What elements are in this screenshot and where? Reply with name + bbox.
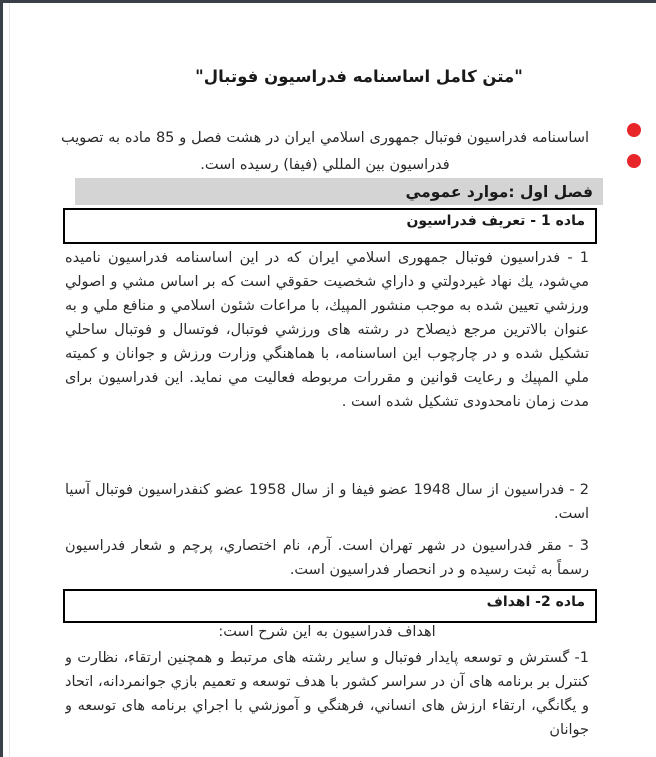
red-dot-marker xyxy=(627,123,641,137)
red-dot-marker xyxy=(627,154,641,168)
red-dot-marker-group xyxy=(617,123,641,185)
document-body xyxy=(3,3,656,757)
intro-paragraph: اساسنامه فدراسیون فوتبال جمهوری اسلامي ایران در هشت فصل و 85 ماده به تصویب فدراسیون بین المللي (فیفا) رسیده است. xyxy=(61,130,589,173)
article-1-clause-3: 3 - مقر فدراسیون در شهر تهران است. آرم، نام اختصاري، پرچم و شعار فدراسیون رسماً به ثبت رسیده و در انحصار فدراسیون است. xyxy=(65,538,589,578)
article-1-heading-box: ماده 1 - تعریف فدراسیون xyxy=(63,208,597,244)
article-2-heading-box: ماده 2- اهداف xyxy=(63,589,597,623)
chapter-heading-banner: فصل اول :موارد عمومي xyxy=(75,178,603,205)
article-1-clause-2: 2 - فدراسیون از سال 1948 عضو فیفا و از سال 1958 عضو کنفدراسیون فوتبال آسیا است. xyxy=(65,482,589,522)
page-title: "متن کامل اساسنامه فدراسیون فوتبال" xyxy=(195,67,523,86)
article-2-lead-text: اهداف فدراسیون به این شرح است: xyxy=(218,624,436,640)
article-2-clause-1: 1- گسترش و توسعه پایدار فوتبال و سایر رشته های مرتبط و همچنین ارتقاء، نظارت و کنترل بر برنامه های آن در سراسر کشور با هدف توسعه و تعمیم بازي جوانمردانه، اتحاد و یگانگي، ارتقاء ارزش های انساني، فرهنگي و آموزشي با اجراي برنامه های توسعه و جوانان xyxy=(65,650,589,738)
article-1-clause-1: 1 - فدراسیون فوتبال جمهوری اسلامي ایران که در این اساسنامه فدراسیون نامیده مي‌شود، یك نهاد غیردولتي و داراي شخصیت حقوقي است که بر اساس مشي و اصولي ورزشي تعیین شده به موجب منشور المپیك، با مراعات شئون اسلامي و منافع ملي و به عنوان بالاترین مرجع ذیصلاح در رشته های ورزشي فوتبال، فوتسال و فوتبال ساحلي تشکیل شده و در چارچوب این اساسنامه، با هماهنگي وزارت ورزش و جوانان و کمیته ملي المپیك و رعایت قوانین و مقررات مربوطه فعالیت مي نماید. این فدراسیون برای مدت زمان نامحدودی تشکیل شده است . xyxy=(65,250,589,410)
